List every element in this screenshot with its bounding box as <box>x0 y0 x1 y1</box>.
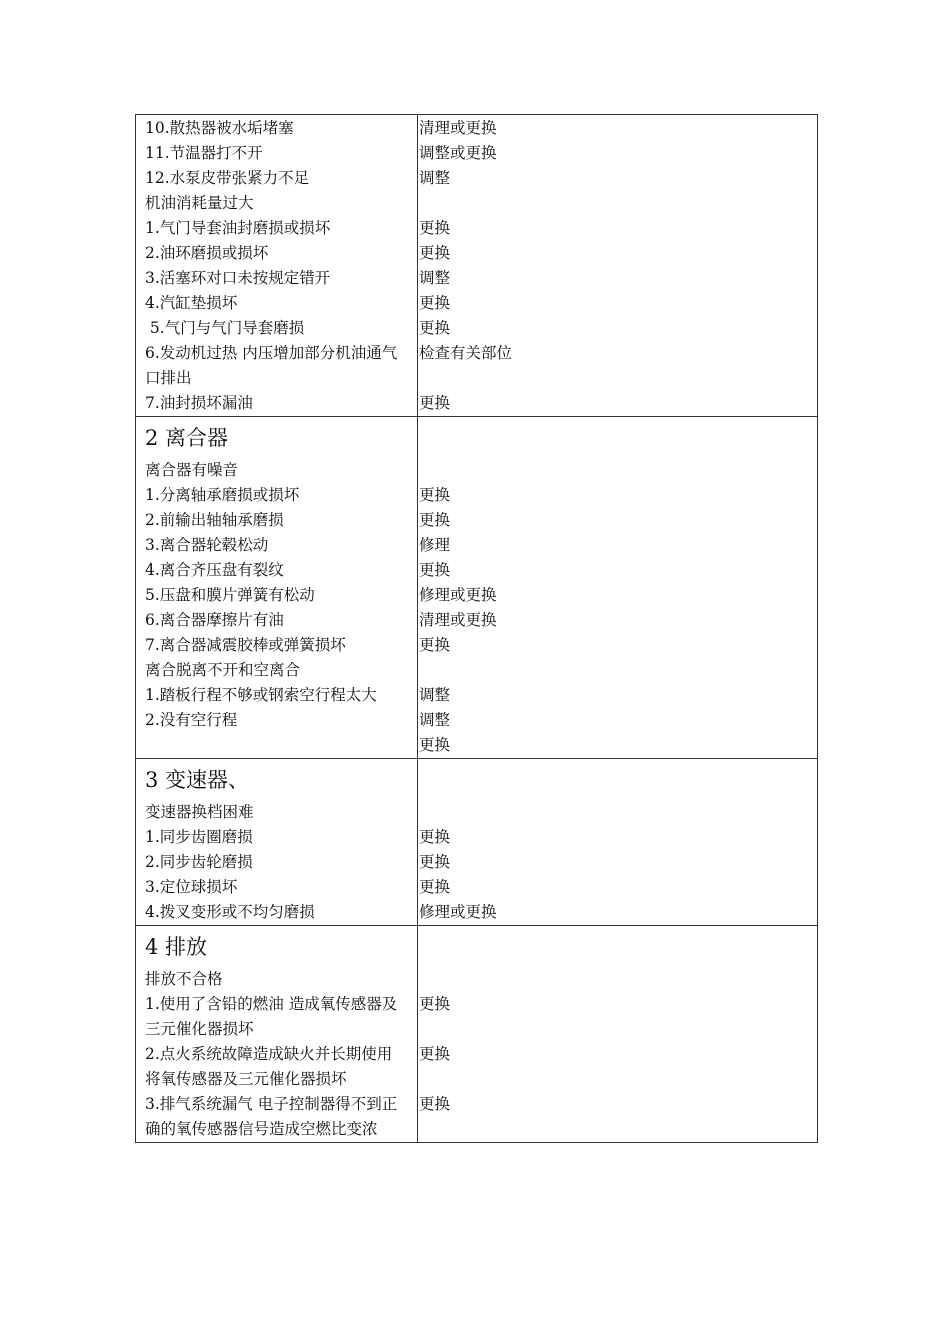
action-cell: 调整 <box>419 269 451 287</box>
action-cell: 修理或更换 <box>419 903 497 921</box>
cause-cell: 3.活塞环对口未按规定错开 <box>145 269 331 287</box>
cause-cell: 4.离合齐压盘有裂纹 <box>145 561 284 579</box>
table-row <box>136 191 817 216</box>
table-row <box>136 708 817 733</box>
cause-cell: 3.离合器轮毂松动 <box>145 536 269 554</box>
table-row <box>136 241 817 266</box>
action-cell: 更换 <box>419 995 451 1013</box>
cause-cell: 1.同步齿圈磨损 <box>145 828 253 846</box>
section-heading-row <box>136 760 817 800</box>
cause-cell: 1.踏板行程不够或钢索空行程太大 <box>145 686 377 704</box>
section-heading-row <box>136 418 817 458</box>
cause-cell: 7.油封损坏漏油 <box>145 394 253 412</box>
table-row <box>136 1092 817 1142</box>
table-row <box>136 800 817 825</box>
table-row <box>136 508 817 533</box>
table-row <box>136 291 817 316</box>
action-cell: 更换 <box>419 1045 451 1063</box>
action-cell: 更换 <box>419 244 451 262</box>
table-row <box>136 633 817 658</box>
action-cell: 更换 <box>419 486 451 504</box>
subheading-cell: 机油消耗量过大 <box>145 194 254 212</box>
action-cell: 更换 <box>419 394 451 412</box>
table-row <box>136 683 817 708</box>
table-row <box>136 825 817 850</box>
table-row <box>136 733 817 758</box>
subheading-cell: 变速器换档困难 <box>145 803 254 821</box>
cause-cell: 2.点火系统故障造成缺火并长期使用 将氧传感器及三元催化器损坏 <box>145 1045 393 1088</box>
cause-cell: 7.离合器减震胶棒或弹簧损坏 <box>145 636 346 654</box>
cause-cell: 3.定位球损坏 <box>145 878 238 896</box>
cause-cell: 2.油环磨损或损坏 <box>145 244 269 262</box>
table-row <box>136 658 817 683</box>
table-row <box>136 875 817 900</box>
cause-cell: 5.压盘和膜片弹簧有松动 <box>145 586 315 604</box>
action-cell: 更换 <box>419 319 451 337</box>
table-row <box>136 266 817 291</box>
table-row <box>136 1042 817 1092</box>
table-row <box>136 533 817 558</box>
action-cell: 更换 <box>419 853 451 871</box>
cause-cell <box>136 733 410 758</box>
action-cell: 更换 <box>419 828 451 846</box>
table-section-engine <box>135 114 818 416</box>
cause-cell: 2.没有空行程 <box>145 711 238 729</box>
section-heading: 4 排放 <box>145 935 208 959</box>
cause-cell: 6.离合器摩擦片有油 <box>145 611 284 629</box>
cause-cell: 11.节温器打不开 <box>145 144 263 162</box>
table-row <box>136 583 817 608</box>
table-row <box>136 850 817 875</box>
table-section-clutch <box>135 416 818 758</box>
cause-cell: 2.同步齿轮磨损 <box>145 853 253 871</box>
action-cell: 检查有关部位 <box>419 344 513 362</box>
table-row <box>136 992 817 1042</box>
cause-cell: 4.汽缸垫损坏 <box>145 294 238 312</box>
cause-cell: 3.排气系统漏气 电子控制器得不到正确的氧传感器信号造成空燃比变浓 <box>145 1095 398 1138</box>
table-row <box>136 391 817 416</box>
action-cell <box>410 458 817 483</box>
action-cell: 修理 <box>419 536 451 554</box>
table-row <box>136 608 817 633</box>
fault-table <box>135 114 818 1143</box>
action-cell: 更换 <box>419 878 451 896</box>
table-row <box>136 900 817 925</box>
subheading-cell: 离合器有噪音 <box>145 461 239 479</box>
table-section-transmission <box>135 758 818 925</box>
action-cell: 更换 <box>419 636 451 654</box>
table-section-emission <box>135 925 818 1143</box>
action-cell: 调整 <box>419 711 451 729</box>
subheading-cell: 离合脱离不开和空离合 <box>145 661 301 679</box>
action-cell: 更换 <box>419 736 451 754</box>
cause-cell: 1.气门导套油封磨损或损坏 <box>145 219 331 237</box>
table-row <box>136 341 817 391</box>
cause-cell: 10.散热器被水垢堵塞 <box>145 119 294 137</box>
action-cell: 调整或更换 <box>419 144 497 162</box>
action-cell <box>410 658 817 683</box>
action-cell: 更换 <box>419 511 451 529</box>
action-cell <box>410 800 817 825</box>
cause-cell: 1.使用了含铅的燃油 造成氧传感器及三元催化器损坏 <box>145 995 398 1038</box>
table-row <box>136 141 817 166</box>
section-heading: 3 变速器、 <box>145 768 250 792</box>
action-cell: 更换 <box>419 219 451 237</box>
action-cell: 清理或更换 <box>419 611 497 629</box>
cause-cell: 1.分离轴承磨损或损坏 <box>145 486 300 504</box>
action-cell: 清理或更换 <box>419 119 497 137</box>
action-cell: 修理或更换 <box>419 586 497 604</box>
cause-cell: 6.发动机过热 内压增加部分机油通气口排出 <box>145 344 398 387</box>
table-row <box>136 558 817 583</box>
table-row <box>136 316 817 341</box>
subheading-cell: 排放不合格 <box>145 970 223 988</box>
action-cell: 更换 <box>419 1095 451 1113</box>
section-heading-row <box>136 927 817 967</box>
action-cell: 调整 <box>419 169 451 187</box>
table-row <box>136 458 817 483</box>
table-row <box>136 116 817 141</box>
action-cell <box>410 191 817 216</box>
table-row <box>136 166 817 191</box>
section-heading: 2 离合器 <box>145 426 229 450</box>
action-cell: 更换 <box>419 294 451 312</box>
table-row <box>136 216 817 241</box>
cause-cell: 2.前输出轴轴承磨损 <box>145 511 284 529</box>
cause-cell: 12.水泵皮带张紧力不足 <box>145 169 310 187</box>
cause-cell: 4.拨叉变形或不均匀磨损 <box>145 903 315 921</box>
cause-cell: 5.气门与气门导套磨损 <box>145 319 305 337</box>
table-row <box>136 967 817 992</box>
action-cell: 调整 <box>419 686 451 704</box>
table-row <box>136 483 817 508</box>
action-cell: 更换 <box>419 561 451 579</box>
action-cell <box>410 967 817 992</box>
